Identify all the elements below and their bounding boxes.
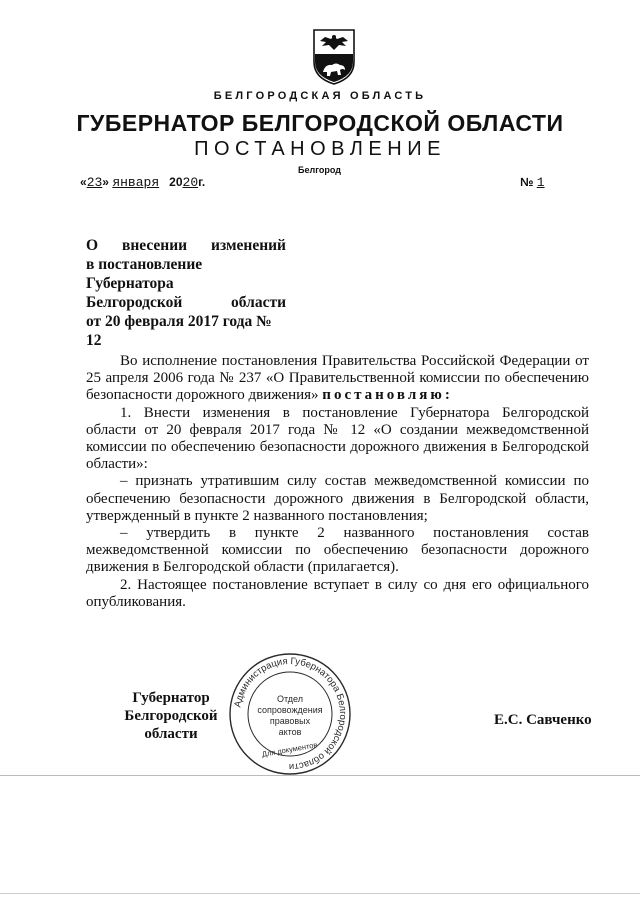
item-1: 1. Внести изменения в постановление Губернатора Белгородской области от 20 февраля 2017 года № 12 «О создании межведомственной комиссии по обеспечению безопасности дорожного движения в Белгородской области»: bbox=[86, 404, 589, 473]
scan-line-artifact bbox=[0, 775, 640, 776]
svg-text:правовых: правовых bbox=[269, 716, 311, 726]
date-close-quote: » bbox=[102, 175, 109, 189]
svg-text:Для документов: Для документов bbox=[261, 740, 318, 759]
document-subject bbox=[86, 236, 286, 350]
issue-city: Белгород bbox=[298, 165, 341, 175]
item-1-subpoint-a: – признать утратившим силу состав межведомственной комиссии по обеспечению безопасности дорожного движения в Белгородской области, утвержденный в пункте 2 названного постановления; bbox=[86, 473, 589, 524]
body-intro-paragraph bbox=[86, 353, 589, 405]
subject-line: О внесении изменений bbox=[86, 237, 286, 254]
subject-line: от 20 февраля 2017 года № 12 bbox=[86, 313, 272, 349]
date-year-mark: г. bbox=[198, 175, 206, 189]
document-type: ПОСТАНОВЛЕНИЕ bbox=[194, 138, 446, 160]
svg-text:актов: актов bbox=[278, 727, 302, 737]
document-body bbox=[86, 353, 589, 611]
coat-of-arms-emblem bbox=[312, 28, 356, 86]
signatory-position bbox=[96, 689, 246, 743]
svg-text:Администрация Губернатора Белг: Администрация Губернатора Белгородской области bbox=[232, 655, 349, 773]
number-label: № bbox=[520, 175, 534, 189]
date-year-prefix: 20 bbox=[169, 175, 183, 189]
date-open-quote: « bbox=[80, 175, 87, 189]
decree-word: постановляю: bbox=[322, 387, 453, 404]
document-date bbox=[80, 175, 205, 190]
svg-text:сопровождения: сопровождения bbox=[257, 705, 323, 715]
number-value: 1 bbox=[536, 175, 545, 190]
signatory-name: Е.С. Савченко bbox=[494, 712, 592, 728]
subject-line: Белгородской области bbox=[86, 294, 286, 311]
date-year-suffix: 20 bbox=[182, 175, 199, 190]
position-line: Белгородской области bbox=[124, 708, 218, 742]
item-2: 2. Настоящее постановление вступает в силу со дня его официального опубликования. bbox=[86, 576, 589, 610]
intro-text: Во исполнение постановления Правительства Российской Федерации от 25 апреля 2006 года № 237 «О Правительственной комиссии по обеспечению безопасности дорожного движения» bbox=[86, 353, 589, 404]
item-1-subpoint-b: – утвердить в пункте 2 названного постановления состав межведомственной комиссии по обеспечению безопасности дорожного движения в Белгородской области (прилагается). bbox=[86, 525, 589, 576]
position-line: Губернатор bbox=[132, 690, 210, 706]
document-number bbox=[520, 175, 577, 190]
svg-text:Отдел: Отдел bbox=[276, 694, 304, 704]
region-name: БЕЛГОРОДСКАЯ ОБЛАСТЬ bbox=[213, 90, 427, 102]
date-day: 23 bbox=[86, 175, 103, 190]
official-stamp bbox=[228, 652, 352, 776]
subject-line: в постановление Губернатора bbox=[86, 256, 203, 292]
document-issuer-title: ГУБЕРНАТОР БЕЛГОРОДСКОЙ ОБЛАСТИ bbox=[76, 110, 564, 136]
scan-line-artifact bbox=[0, 893, 640, 894]
date-month: января bbox=[112, 175, 160, 190]
